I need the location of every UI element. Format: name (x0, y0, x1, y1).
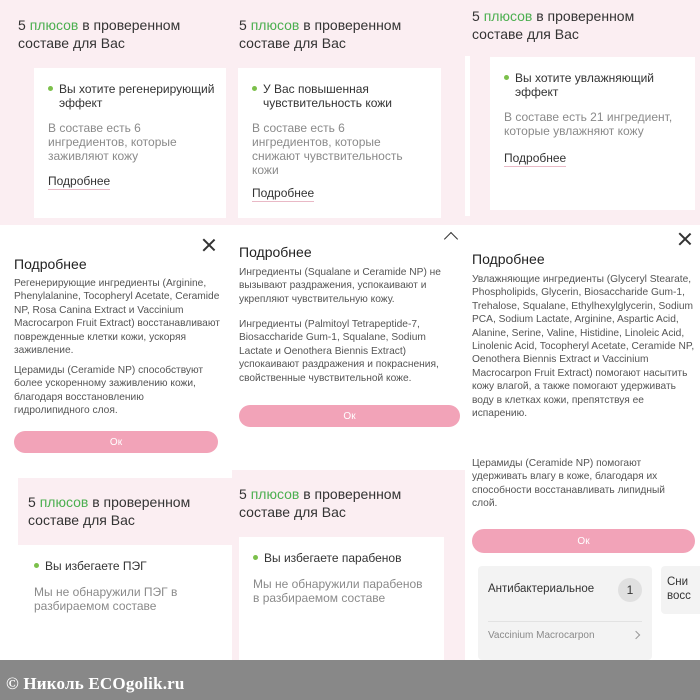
ok-button[interactable]: Ок (239, 405, 460, 427)
filter-label: Сни (667, 576, 689, 588)
benefit-card (490, 57, 695, 210)
panel-regenerating (0, 0, 232, 225)
filter-label: Антибактериальное (488, 583, 595, 595)
bullet-dot-icon (34, 563, 39, 568)
benefit-bullet: Вы хотите увлажняющий эффект (504, 71, 684, 99)
benefit-card (238, 68, 441, 218)
panel-moisturizing (465, 0, 700, 225)
filter-item[interactable]: Vaccinium Macrocarpon (488, 630, 595, 641)
plus-title: 5 плюсов в проверенном составе для Вас (239, 17, 402, 51)
plus-title: 5 плюсов в проверенном составе для Вас (472, 8, 635, 42)
bullet-dot-icon (48, 86, 53, 91)
benefit-card (34, 68, 226, 218)
filter-count-badge: 1 (618, 578, 642, 602)
filter-label: восс (667, 590, 691, 602)
modal-text: Увлажняющие ингредиенты (Glyceryl Stearate, Phospholipids, Glycerin, Biosaccharide Gum-1, Trehalose, Squalane, Ethylhexylglycerin, Sodium PCA, Sodium Lactate, Arginine, Aspartic Acid, Alanine, Serine, Valine, Histidine, Linoleic Acid, Linolenic Acid, Tocopheryl Acetate, Ceramide NP, Oenothera Biennis Extract и Vaccinium Macrocarpon Fruit Extract) помогают насытить кожу влагой, а также помогают удерживать воду в клетках кожи, препятствуя ее испарению. (472, 274, 695, 420)
ok-button[interactable]: Ок (472, 529, 695, 553)
modal-text: Церамиды (Ceramide NP) помогают удерживать влагу в коже, благодаря их способности восстанавливать липидный слой. (472, 458, 665, 510)
plus-title: 5 плюсов в проверенном составе для Вас (18, 17, 181, 51)
modal-regenerating (0, 225, 232, 475)
ok-button[interactable]: Ок (14, 431, 218, 453)
benefit-description: В составе есть 6 ингредиентов, которые снижают чувствительность кожи (252, 121, 403, 177)
close-icon[interactable] (202, 238, 216, 252)
modal-title: Подробнее (14, 256, 87, 272)
bullet-dot-icon (253, 555, 258, 560)
plus-title: 5 плюсов в проверенном составе для Вас (28, 494, 191, 528)
modal-title: Подробнее (472, 251, 545, 267)
filter-antibacterial[interactable] (478, 566, 652, 660)
more-link[interactable]: Подробнее (504, 151, 567, 165)
benefit-description: В составе есть 21 ингредиент, которые увлажняют кожу (504, 110, 673, 138)
benefit-description: Мы не обнаружили ПЭГ в разбираемом составе (34, 585, 178, 613)
benefit-card (18, 545, 232, 660)
modal-text: Ингредиенты (Squalane и Ceramide NP) не вызывают раздражения, успокаивают и укрепляют чувствительную кожу. (239, 267, 441, 305)
chevron-up-icon[interactable] (444, 232, 458, 246)
modal-sensitivity (232, 225, 465, 470)
modal-moisturizing (465, 225, 700, 660)
panel-sensitivity (232, 0, 465, 225)
chevron-right-icon[interactable] (632, 631, 640, 639)
more-link[interactable]: Подробнее (48, 174, 111, 188)
plus-title: 5 плюсов в проверенном составе для Вас (239, 486, 402, 520)
close-icon[interactable] (678, 232, 692, 246)
benefit-description: В составе есть 6 ингредиентов, которые заживляют кожу (48, 121, 177, 163)
filter-partial[interactable] (661, 566, 700, 614)
benefit-bullet: У Вас повышенная чувствительность кожи (252, 82, 422, 110)
divider (488, 621, 642, 622)
panel-parabens (232, 470, 465, 660)
panel-peg (18, 478, 232, 660)
modal-title: Подробнее (239, 244, 312, 260)
benefit-card (239, 537, 444, 660)
benefit-bullet: Вы избегаете парабенов (253, 551, 438, 565)
watermark-text: © Николь ECOgolik.ru (6, 674, 185, 693)
modal-text: Ингредиенты (Palmitoyl Tetrapeptide-7, Biosaccharide Gum-1, Squalane, Sodium Lactate и Oenothera Biennis Extract) успокаивают раздражения и покраснения, свойственные чувствительной коже. (239, 319, 439, 384)
bullet-dot-icon (504, 75, 509, 80)
modal-text: Церамиды (Ceramide NP) способствуют более ускоренному заживлению кожи, благодаря восстановлению гидролипидного слоя. (14, 365, 204, 417)
bullet-dot-icon (252, 86, 257, 91)
modal-text: Регенерирующие ингредиенты (Arginine, Phenylalanine, Tocopheryl Acetate, Ceramide NP, Rosa Canina Extract и Vaccinium Macrocarpon Fruit Extract) восстанавливают поврежденные клетки кожи, ускоряя заживление. (14, 278, 220, 357)
benefit-bullet: Вы избегаете ПЭГ (34, 559, 224, 573)
card-edge (465, 56, 470, 216)
more-link[interactable]: Подробнее (252, 186, 315, 200)
benefit-description: Мы не обнаружили парабенов в разбираемом составе (253, 577, 423, 605)
benefit-bullet: Вы хотите регенерирующий эффект (48, 82, 218, 110)
